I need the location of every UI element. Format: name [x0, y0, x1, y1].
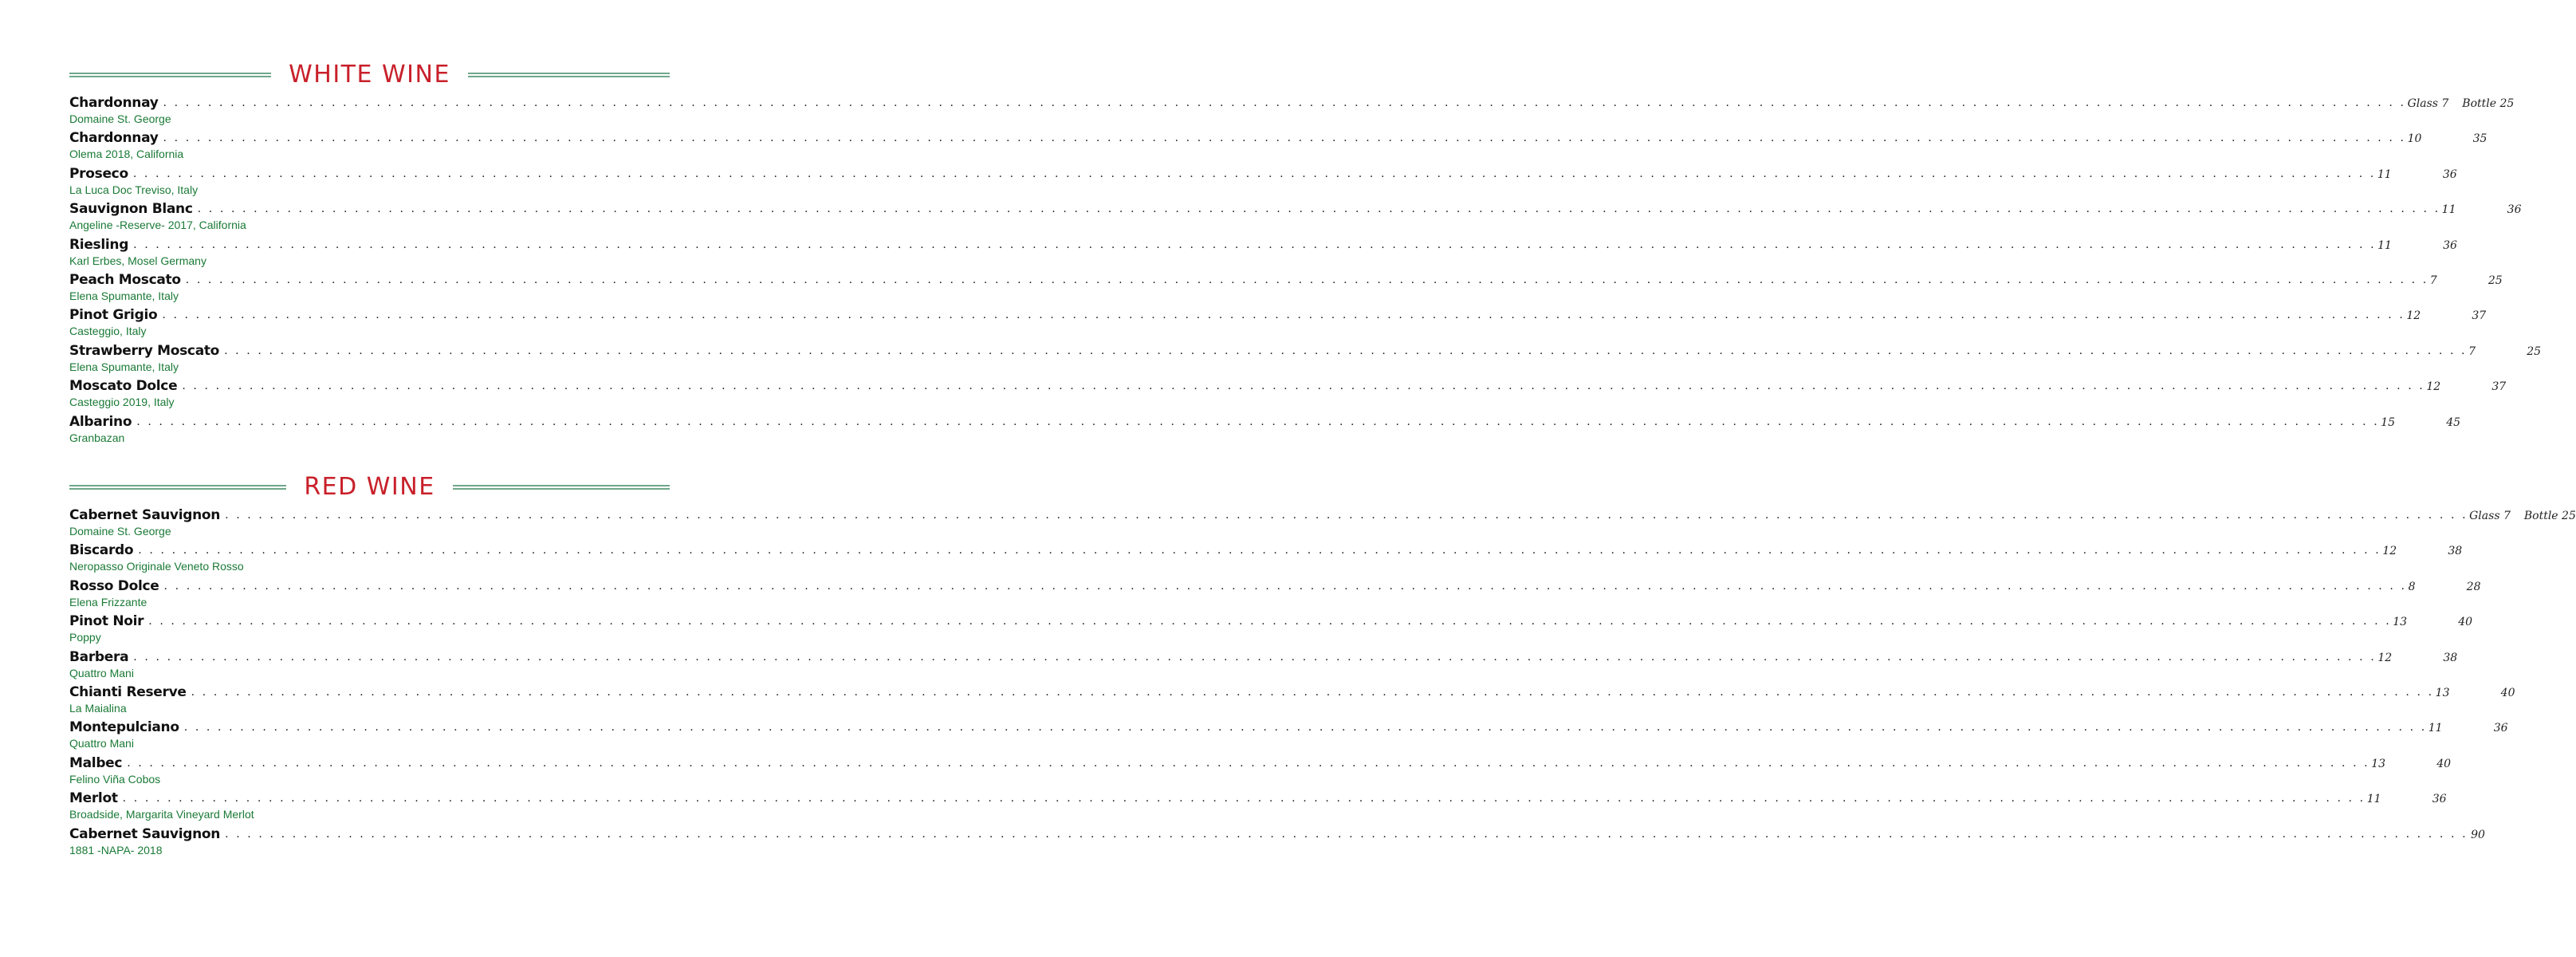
wine-producer: Casteggio, Italy — [69, 325, 147, 338]
glass-price: 10 — [2407, 132, 2422, 146]
wine-producer: Elena Spumante, Italy — [69, 360, 179, 373]
red-wine-section — [69, 473, 2576, 861]
bottle-price: 36 — [2443, 238, 2457, 252]
dot-leader: . . . . . . . . . . . . . . . . . . . . . . . . . . . . . . . . . . . . . . . . . . . . . . . . . . . . . . . . . . . . . . . . . . . . . . . . . . . . . . . . . . . . . . . . . . . . . . . . . . . . . . . . . . . . . . . . . . . . . . . . . . . . . . . . . . . . . . . . . . . . . . . . . . . . . . . . . . . . . . . . . . . . . . . . . . . . . . . . . . . . . . . . . . . . . . . . . . . . . . . . — [224, 344, 2468, 357]
wine-producer: Domaine St. George — [69, 525, 171, 538]
bottle-price: 90 — [2471, 828, 2485, 841]
wine-producer: Quattro Mani — [69, 737, 134, 750]
glass-price: 15 — [2381, 415, 2396, 429]
dot-leader: . . . . . . . . . . . . . . . . . . . . . . . . . . . . . . . . . . . . . . . . . . . . . . . . . . . . . . . . . . . . . . . . . . . . . . . . . . . . . . . . . . . . . . . . . . . . . . . . . . . . . . . . . . . . . . . . . . . . . . . . . . . . . . . . . . . . . . . . . . . . . . . . . . . . . . . . . . . . . . . . . . . . . . . . . . . . . . . . . . . . . . . . . . . . . . . . . . . . . . . . — [133, 238, 2377, 251]
wine-name: Rosso Dolce — [69, 577, 159, 594]
wine-name: Montepulciano — [69, 719, 179, 736]
glass-price: 12 — [2382, 545, 2397, 558]
wine-name: Strawberry Moscato — [69, 342, 220, 359]
dot-leader: . . . . . . . . . . . . . . . . . . . . . . . . . . . . . . . . . . . . . . . . . . . . . . . . . . . . . . . . . . . . . . . . . . . . . . . . . . . . . . . . . . . . . . . . . . . . . . . . . . . . . . . . . . . . . . . . . . . . . . . . . . . . . . . . . . . . . . . . . . . . . . . . . . . . . . . . . . . . . . . . . . . . . . . . . . . . . . . . . . . . . . . . . . . . . . . . . . . . . . . . — [138, 544, 2381, 557]
wine-name: Albarino — [69, 413, 132, 430]
wine-item — [69, 236, 2457, 271]
wine-item — [69, 612, 2473, 648]
glass-price: Glass 7 — [2469, 510, 2511, 522]
wine-item — [69, 790, 2447, 825]
wine-item — [69, 683, 2515, 719]
bottle-price: 37 — [2472, 309, 2487, 323]
wine-producer: La Maialina — [69, 701, 127, 715]
dot-leader: . . . . . . . . . . . . . . . . . . . . . . . . . . . . . . . . . . . . . . . . . . . . . . . . . . . . . . . . . . . . . . . . . . . . . . . . . . . . . . . . . . . . . . . . . . . . . . . . . . . . . . . . . . . . . . . . . . . . . . . . . . . . . . . . . . . . . . . . . . . . . . . . . . . . . . . . . . . . . . . . . . . . . . . . . . . . . . . . . . . . . . . . . . . . . . . . . . . . . . . . — [225, 509, 2468, 522]
dot-leader: . . . . . . . . . . . . . . . . . . . . . . . . . . . . . . . . . . . . . . . . . . . . . . . . . . . . . . . . . . . . . . . . . . . . . . . . . . . . . . . . . . . . . . . . . . . . . . . . . . . . . . . . . . . . . . . . . . . . . . . . . . . . . . . . . . . . . . . . . . . . . . . . . . . . . . . . . . . . . . . . . . . . . . . . . . . . . . . . . . . . . . . . . . . . . . . . . . . . . . . . — [162, 309, 2405, 322]
wine-name: Barbera — [69, 648, 129, 665]
wine-name: Biscardo — [69, 542, 134, 559]
divider-rule-right — [453, 485, 670, 490]
wine-producer: Felino Viña Cobos — [69, 772, 161, 786]
wine-producer: Casteggio 2019, Italy — [69, 396, 175, 409]
wine-item — [69, 94, 2515, 129]
dot-leader: . . . . . . . . . . . . . . . . . . . . . . . . . . . . . . . . . . . . . . . . . . . . . . . . . . . . . . . . . . . . . . . . . . . . . . . . . . . . . . . . . . . . . . . . . . . . . . . . . . . . . . . . . . . . . . . . . . . . . . . . . . . . . . . . . . . . . . . . . . . . . . . . . . . . . . . . . . . . . . . . . . . . . . . . . . . . . . . . . . . . . . . . . . . . . . . . . . . . . . . . — [191, 685, 2434, 699]
wine-name: Cabernet Sauvignon — [69, 825, 221, 842]
glass-price: 11 — [2377, 238, 2392, 252]
wine-name: Proseco — [69, 165, 128, 182]
dot-leader: . . . . . . . . . . . . . . . . . . . . . . . . . . . . . . . . . . . . . . . . . . . . . . . . . . . . . . . . . . . . . . . . . . . . . . . . . . . . . . . . . . . . . . . . . . . . . . . . . . . . . . . . . . . . . . . . . . . . . . . . . . . . . . . . . . . . . . . . . . . . . . . . . . . . . . . . . . . . . . . . . . . . . . . . . . . . . . . . . . . . . . . . . . . . . . . . . . . . . . . . — [122, 792, 2366, 805]
wine-item — [69, 754, 2452, 790]
bottle-price: 36 — [2493, 722, 2508, 735]
wine-producer: Karl Erbes, Mosel Germany — [69, 254, 206, 267]
bottle-price: 36 — [2507, 203, 2522, 217]
wine-item — [69, 413, 2461, 448]
wine-item — [69, 648, 2458, 683]
wine-name: Pinot Grigio — [69, 307, 158, 324]
wine-producer: Neropasso Originale Veneto Rosso — [69, 560, 244, 573]
wine-list — [69, 506, 2576, 861]
wine-name: Chianti Reserve — [69, 683, 187, 700]
white-wine-section — [69, 61, 2542, 448]
wine-producer: Granbazan — [69, 431, 125, 444]
glass-price: 13 — [2371, 757, 2386, 770]
glass-price: 13 — [2435, 686, 2450, 699]
wine-item — [69, 129, 2488, 164]
wine-producer: Domaine St. George — [69, 112, 171, 125]
section-title: WHITE WINE — [289, 61, 450, 89]
glass-price: 8 — [2408, 580, 2416, 593]
bottle-price: 37 — [2491, 380, 2507, 394]
wine-item-bottle-only — [69, 825, 2485, 861]
dot-leader: . . . . . . . . . . . . . . . . . . . . . . . . . . . . . . . . . . . . . . . . . . . . . . . . . . . . . . . . . . . . . . . . . . . . . . . . . . . . . . . . . . . . . . . . . . . . . . . . . . . . . . . . . . . . . . . . . . . . . . . . . . . . . . . . . . . . . . . . . . . . . . . . . . . . . . . . . . . . . . . . . . . . . . . . . . . . . . . . . . . . . . . . . . . . . . . . . . . . . . . . — [185, 273, 2429, 286]
dot-leader: . . . . . . . . . . . . . . . . . . . . . . . . . . . . . . . . . . . . . . . . . . . . . . . . . . . . . . . . . . . . . . . . . . . . . . . . . . . . . . . . . . . . . . . . . . . . . . . . . . . . . . . . . . . . . . . . . . . . . . . . . . . . . . . . . . . . . . . . . . . . . . . . . . . . . . . . . . . . . . . . . . . . . . . . . . . . . . . . . . . . . . . . . . . . . . . . . . . . . . . . — [163, 96, 2406, 109]
wine-item — [69, 506, 2576, 542]
glass-price: 12 — [2426, 380, 2441, 394]
glass-price: 11 — [2441, 203, 2456, 217]
bottle-price: 36 — [2442, 167, 2457, 181]
dot-leader: . . . . . . . . . . . . . . . . . . . . . . . . . . . . . . . . . . . . . . . . . . . . . . . . . . . . . . . . . . . . . . . . . . . . . . . . . . . . . . . . . . . . . . . . . . . . . . . . . . . . . . . . . . . . . . . . . . . . . . . . . . . . . . . . . . . . . . . . . . . . . . . . . . . . . . . . . . . . . . . . . . . . . . . . . . . . . . . . . . . . . . . . . . . . . . . . . . . . . . . . — [182, 380, 2425, 393]
bottle-price: Bottle 25 — [2523, 510, 2576, 522]
dot-leader: . . . . . . . . . . . . . . . . . . . . . . . . . . . . . . . . . . . . . . . . . . . . . . . . . . . . . . . . . . . . . . . . . . . . . . . . . . . . . . . . . . . . . . . . . . . . . . . . . . . . . . . . . . . . . . . . . . . . . . . . . . . . . . . . . . . . . . . . . . . . . . . . . . . . . . . . . . . . . . . . . . . . . . . . . . . . . . . . . . . . . . . . . . . . . . . . . . . . . . . . — [225, 827, 2468, 841]
section-header — [69, 473, 670, 502]
bottle-price: 35 — [2472, 132, 2488, 146]
bottle-price: 40 — [2500, 686, 2515, 699]
dot-leader: . . . . . . . . . . . . . . . . . . . . . . . . . . . . . . . . . . . . . . . . . . . . . . . . . . . . . . . . . . . . . . . . . . . . . . . . . . . . . . . . . . . . . . . . . . . . . . . . . . . . . . . . . . . . . . . . . . . . . . . . . . . . . . . . . . . . . . . . . . . . . . . . . . . . . . . . . . . . . . . . . . . . . . . . . . . . . . . . . . . . . . . . . . . . . . . . . . . . . . . . — [163, 132, 2406, 145]
wine-name: Moscato Dolce — [69, 378, 178, 395]
wine-item — [69, 342, 2542, 377]
dot-leader: . . . . . . . . . . . . . . . . . . . . . . . . . . . . . . . . . . . . . . . . . . . . . . . . . . . . . . . . . . . . . . . . . . . . . . . . . . . . . . . . . . . . . . . . . . . . . . . . . . . . . . . . . . . . . . . . . . . . . . . . . . . . . . . . . . . . . . . . . . . . . . . . . . . . . . . . . . . . . . . . . . . . . . . . . . . . . . . . . . . . . . . . . . . . . . . . . . . . . . . . — [133, 650, 2377, 664]
divider-rule-left — [69, 485, 286, 490]
bottle-price: 25 — [2488, 274, 2503, 287]
dot-leader: . . . . . . . . . . . . . . . . . . . . . . . . . . . . . . . . . . . . . . . . . . . . . . . . . . . . . . . . . . . . . . . . . . . . . . . . . . . . . . . . . . . . . . . . . . . . . . . . . . . . . . . . . . . . . . . . . . . . . . . . . . . . . . . . . . . . . . . . . . . . . . . . . . . . . . . . . . . . . . . . . . . . . . . . . . . . . . . . . . . . . . . . . . . . . . . . . . . . . . . . — [132, 167, 2376, 180]
section-title: RED WINE — [304, 473, 435, 501]
divider-rule-right — [468, 73, 670, 77]
wine-item — [69, 200, 2522, 235]
wine-name: Chardonnay — [69, 130, 159, 147]
glass-price: 7 — [2429, 274, 2437, 287]
dot-leader: . . . . . . . . . . . . . . . . . . . . . . . . . . . . . . . . . . . . . . . . . . . . . . . . . . . . . . . . . . . . . . . . . . . . . . . . . . . . . . . . . . . . . . . . . . . . . . . . . . . . . . . . . . . . . . . . . . . . . . . . . . . . . . . . . . . . . . . . . . . . . . . . . . . . . . . . . . . . . . . . . . . . . . . . . . . . . . . . . . . . . . . . . . . . . . . . . . . . . . . . — [127, 756, 2370, 770]
wine-name: Peach Moscato — [69, 271, 181, 288]
wine-item — [69, 577, 2481, 612]
dot-leader: . . . . . . . . . . . . . . . . . . . . . . . . . . . . . . . . . . . . . . . . . . . . . . . . . . . . . . . . . . . . . . . . . . . . . . . . . . . . . . . . . . . . . . . . . . . . . . . . . . . . . . . . . . . . . . . . . . . . . . . . . . . . . . . . . . . . . . . . . . . . . . . . . . . . . . . . . . . . . . . . . . . . . . . . . . . . . . . . . . . . . . . . . . . . . . . . . . . . . . . . — [197, 203, 2440, 216]
glass-price: 12 — [2377, 651, 2393, 664]
wine-item — [69, 377, 2507, 412]
wine-producer: Broadside, Margarita Vineyard Merlot — [69, 808, 254, 821]
wine-producer: Elena Frizzante — [69, 595, 147, 608]
glass-price: 11 — [2377, 167, 2392, 181]
wine-name: Chardonnay — [69, 95, 159, 111]
bottle-price: 40 — [2436, 757, 2452, 770]
bottle-price: 36 — [2432, 793, 2447, 806]
wine-name: Malbec — [69, 754, 123, 771]
glass-price: 12 — [2406, 309, 2421, 323]
wine-item — [69, 165, 2457, 200]
dot-leader: . . . . . . . . . . . . . . . . . . . . . . . . . . . . . . . . . . . . . . . . . . . . . . . . . . . . . . . . . . . . . . . . . . . . . . . . . . . . . . . . . . . . . . . . . . . . . . . . . . . . . . . . . . . . . . . . . . . . . . . . . . . . . . . . . . . . . . . . . . . . . . . . . . . . . . . . . . . . . . . . . . . . . . . . . . . . . . . . . . . . . . . . . . . . . . . . . . . . . . . . — [136, 415, 2380, 428]
glass-price: 11 — [2428, 722, 2443, 735]
bottle-price: 38 — [2448, 545, 2463, 558]
divider-rule-left — [69, 73, 271, 77]
wine-name: Riesling — [69, 236, 129, 253]
wine-producer: 1881 -NAPA- 2018 — [69, 843, 163, 857]
wine-producer: Quattro Mani — [69, 666, 134, 679]
wine-item — [69, 271, 2503, 306]
bottle-price: 25 — [2527, 345, 2542, 358]
wine-item — [69, 542, 2463, 577]
wine-name: Merlot — [69, 790, 118, 807]
wine-producer: Olema 2018, California — [69, 148, 184, 161]
bottle-price: 38 — [2443, 651, 2458, 664]
wine-item — [69, 306, 2487, 341]
wine-producer: La Luca Doc Treviso, Italy — [69, 183, 199, 196]
bottle-price: Bottle 25 — [2462, 97, 2515, 110]
glass-price: 11 — [2366, 793, 2381, 806]
dot-leader: . . . . . . . . . . . . . . . . . . . . . . . . . . . . . . . . . . . . . . . . . . . . . . . . . . . . . . . . . . . . . . . . . . . . . . . . . . . . . . . . . . . . . . . . . . . . . . . . . . . . . . . . . . . . . . . . . . . . . . . . . . . . . . . . . . . . . . . . . . . . . . . . . . . . . . . . . . . . . . . . . . . . . . . . . . . . . . . . . . . . . . . . . . . . . . . . . . . . . . . . — [183, 721, 2427, 734]
wine-name: Pinot Noir — [69, 613, 144, 630]
wine-producer: Angeline -Reserve- 2017, California — [69, 219, 246, 232]
bottle-price: 28 — [2466, 580, 2481, 593]
bottle-price: 40 — [2458, 616, 2473, 629]
wine-producer: Elena Spumante, Italy — [69, 289, 179, 302]
dot-leader: . . . . . . . . . . . . . . . . . . . . . . . . . . . . . . . . . . . . . . . . . . . . . . . . . . . . . . . . . . . . . . . . . . . . . . . . . . . . . . . . . . . . . . . . . . . . . . . . . . . . . . . . . . . . . . . . . . . . . . . . . . . . . . . . . . . . . . . . . . . . . . . . . . . . . . . . . . . . . . . . . . . . . . . . . . . . . . . . . . . . . . . . . . . . . . . . . . . . . . . . — [148, 615, 2392, 628]
dot-leader: . . . . . . . . . . . . . . . . . . . . . . . . . . . . . . . . . . . . . . . . . . . . . . . . . . . . . . . . . . . . . . . . . . . . . . . . . . . . . . . . . . . . . . . . . . . . . . . . . . . . . . . . . . . . . . . . . . . . . . . . . . . . . . . . . . . . . . . . . . . . . . . . . . . . . . . . . . . . . . . . . . . . . . . . . . . . . . . . . . . . . . . . . . . . . . . . . . . . . . . . — [163, 579, 2407, 593]
wine-producer: Poppy — [69, 631, 101, 644]
glass-price: Glass 7 — [2407, 97, 2449, 110]
glass-price: 7 — [2468, 345, 2476, 358]
wine-name: Sauvignon Blanc — [69, 201, 193, 218]
section-header — [69, 61, 670, 89]
wine-item — [69, 719, 2508, 754]
wine-name: Cabernet Sauvignon — [69, 507, 221, 523]
wine-list — [69, 94, 2542, 448]
bottle-price: 45 — [2446, 415, 2461, 429]
glass-price: 13 — [2393, 616, 2408, 629]
